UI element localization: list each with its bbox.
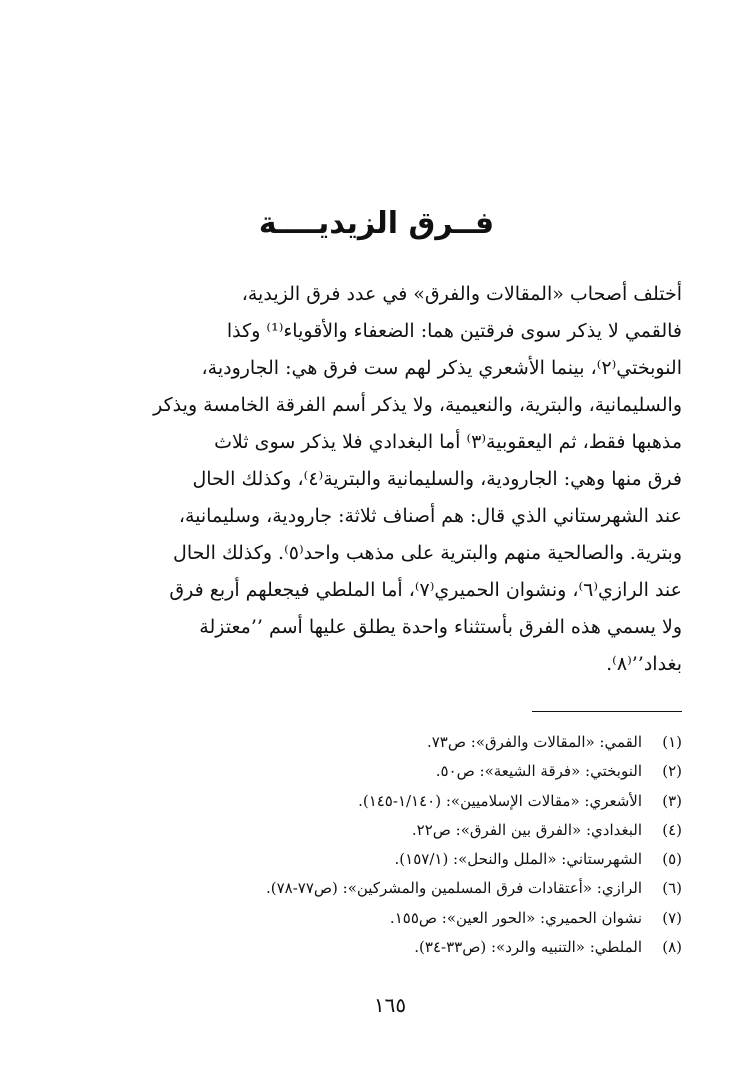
footnote-item — [230, 904, 682, 933]
footnote-item — [230, 816, 682, 845]
body-line: والسليمانية، والبترية، والنعيمية، ولا يذكر أسم الفرقة الخامسة ويذكر — [153, 394, 682, 416]
footnote-item — [230, 933, 682, 962]
footnote-item — [230, 845, 682, 874]
body-line: النوبختي⁽٢⁾، بينما الأشعري يذكر لهم ست فرق هي: الجارودية، — [201, 357, 682, 379]
body-line: أختلف أصحاب «المقالات والفرق» في عدد فرق الزيدية، — [241, 283, 682, 305]
body-line: فرق منها وهي: الجارودية، والسليمانية والبترية⁽٤⁾، وكذلك الحال — [192, 468, 682, 490]
footnotes — [230, 728, 682, 962]
page-number: ١٦٥ — [373, 993, 407, 1017]
body-line: عند الرازي⁽٦⁾، ونشوان الحميري⁽٧⁾، أما الملطي فيجعلهم أربع فرق — [169, 579, 682, 601]
footnote-item — [230, 787, 682, 816]
body-line: عند الشهرستاني الذي قال: هم أصناف ثلاثة: جارودية، وسليمانية، — [178, 505, 682, 527]
footnote-text: الأشعري: «مقالات الإسلاميين»: (١/١٤٠-١٤٥). — [358, 791, 642, 810]
body-line: بغداد’’⁽٨⁾. — [606, 653, 682, 675]
footnote-text: البغدادي: «الفرق بين الفرق»: ص٢٢. — [411, 820, 642, 839]
footnote-number: (٣) — [662, 791, 682, 810]
chapter-title: فــرق الزيديــــة — [258, 206, 495, 241]
footnote-item — [230, 728, 682, 757]
body-line: ولا يسمي هذه الفرق بأستثناء واحدة يطلق عليها أسم ’’معتزلة — [199, 616, 682, 638]
footnote-number: (٥) — [662, 850, 682, 869]
footnote-number: (٨) — [662, 938, 682, 957]
body-paragraph — [142, 276, 682, 683]
footnote-text: النوبختي: «فرقة الشيعة»: ص٥٠. — [435, 762, 642, 781]
body-line: مذهبها فقط، ثم اليعقوبية⁽٣⁾ أما البغدادي فلا يذكر سوى ثلاث — [214, 431, 682, 453]
body-line: وبترية. والصالحية منهم والبترية على مذهب واحد⁽٥⁾. وكذلك الحال — [173, 542, 682, 564]
footnote-item — [230, 757, 682, 786]
footnote-text: الملطي: «التنبيه والرد»: (ص٣٣-٣٤). — [414, 938, 642, 957]
footnote-text: نشوان الحميري: «الحور العين»: ص١٥٥. — [389, 908, 642, 927]
footnote-text: الرازي: «أعتقادات فرق المسلمين والمشركين»: (ص٧٧-٧٨). — [265, 879, 642, 898]
footnote-number: (٧) — [662, 908, 682, 927]
footnote-number: (١) — [662, 733, 682, 751]
footnote-number: (٢) — [662, 762, 682, 781]
footnote-text: الشهرستاني: «الملل والنحل»: (١٥٧/١). — [394, 850, 642, 869]
footnote-number: (٤) — [662, 820, 682, 839]
body-line: فالقمي لا يذكر سوى فرقتين هما: الضعفاء والأقوياء⁽¹⁾ وكذا — [226, 320, 682, 342]
footnote-separator — [532, 711, 682, 712]
footnote-item — [230, 874, 682, 903]
footnote-number: (٦) — [662, 879, 682, 898]
footnote-text: القمي: «المقالات والفرق»: ص٧٣. — [426, 733, 642, 751]
